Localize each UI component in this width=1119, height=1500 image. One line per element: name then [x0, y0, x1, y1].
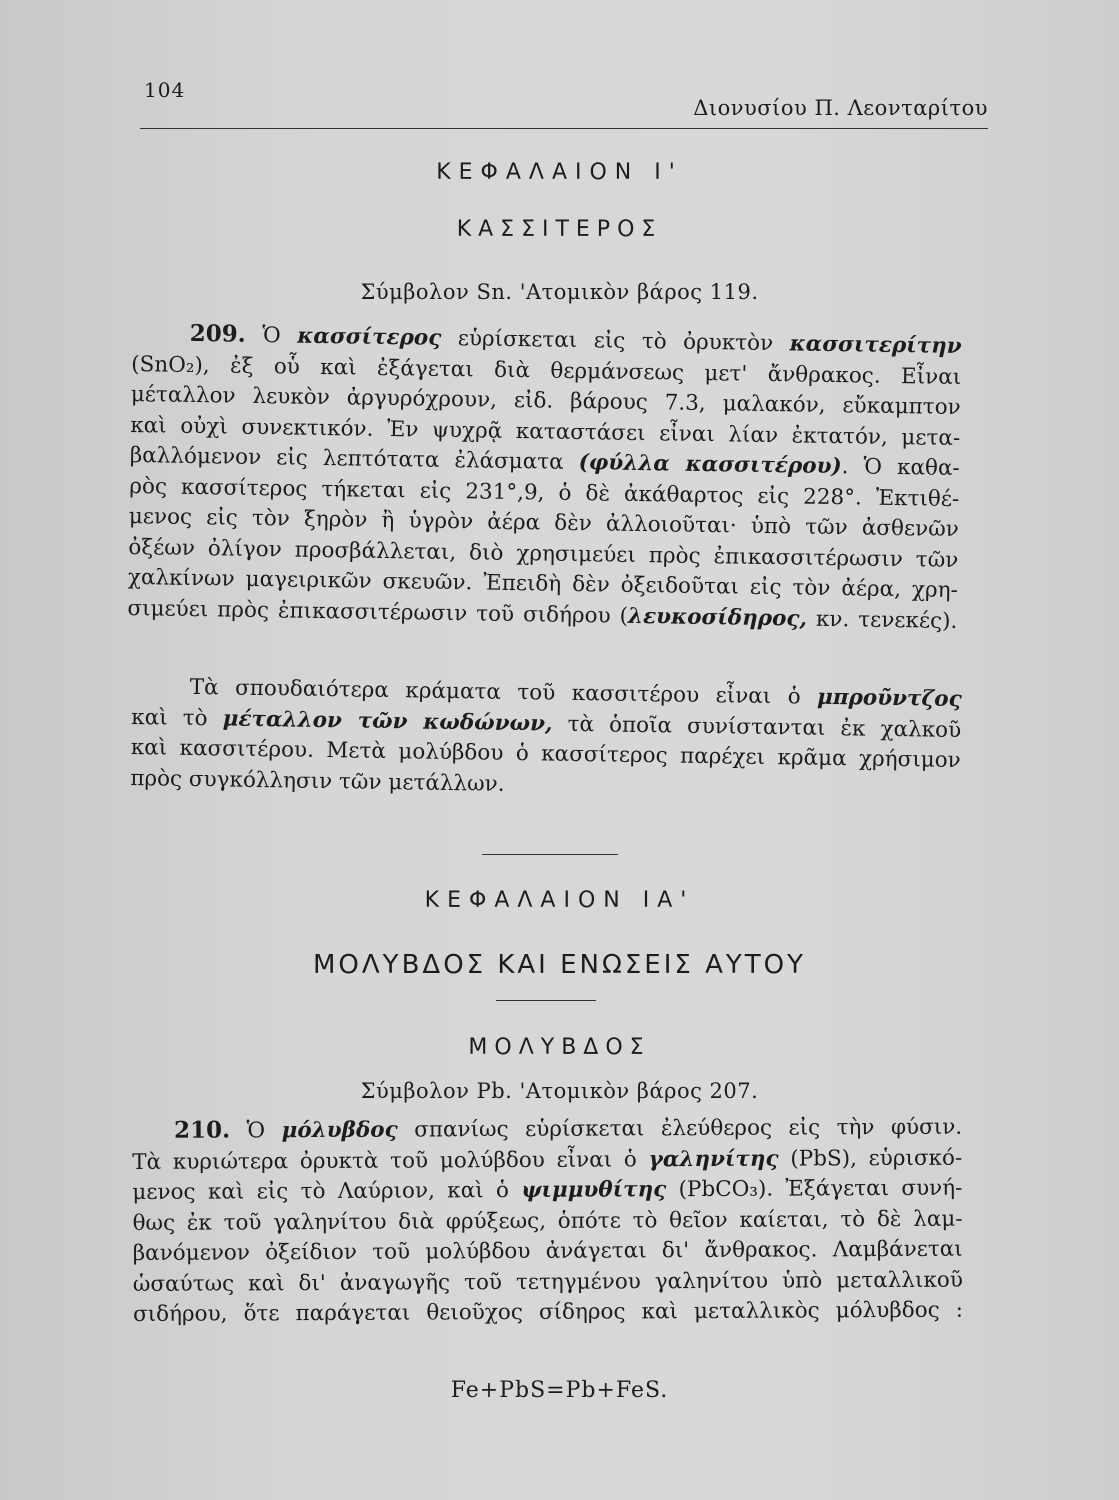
para-210-line-4: θως ἐκ τοῦ γαληνίτου διὰ φρύξεως, ὁπότε τὸ θεῖον καίεται, τὸ δὲ λαμ-: [132, 1206, 963, 1236]
term-galinitis: γαληνίτης: [648, 1146, 779, 1172]
chemical-equation: Fe+PbS=Pb+FeS.: [450, 1378, 669, 1403]
alloys-line-3: καὶ κασσιτέρου. Μετὰ μολύβδου ὁ κασσίτερος παρέχει κρᾶμα χρήσιμον: [130, 734, 961, 774]
term-brountzos: μπροῦντζος: [816, 684, 962, 713]
term-metallon-kodonon: μέταλλον τῶν κωδώνων,: [222, 705, 553, 737]
page-number: 104: [144, 78, 186, 102]
para-209-line-6: ρὸς κασσίτερος τήκεται εἰς 231°,9, ὁ δὲ ἀκάθαρτος εἰς 228°. Ἐκτιθέ-: [129, 473, 960, 512]
para-209-line-4: καὶ οὐχὶ συνεκτικόν. Ἐν ψυχρᾷ καταστάσει εἶναι λίαν ἐκτατόν, μετα-: [130, 412, 961, 451]
term-lefkosidiros: λευκοσίδηρος,: [627, 603, 808, 632]
alloys-line-2: καὶ τὸ μέταλλον τῶν κωδώνων, τὰ ὁποῖα συνίστανται ἐκ χαλκοῦ: [131, 704, 962, 743]
section-divider: [482, 854, 618, 855]
running-head: Διονυσίου Π. Λεονταρίτου: [693, 96, 988, 120]
paragraph-number: 209.: [189, 319, 247, 348]
para-210-line-5: βανόμενον ὀξείδιον τοῦ μολύβδου ἀνάγεται δι' ἄνθρακος. Λαμβάνεται: [132, 1236, 963, 1266]
heading-divider: [496, 1000, 596, 1001]
para-209-line-9: χαλκίνων μαγειρικῶν σκευῶν. Ἐπειδὴ δὲν ὀξειδοῦται εἰς τὸν ἀέρα, χρη-: [127, 564, 959, 604]
chapter-10-title: ΚΕΦΑΛΑΙΟΝ Ι': [436, 160, 683, 185]
tin-symbol-line: Σύμβολον Sn. 'Ατομικὸν βάρος 119.: [360, 280, 759, 304]
term-kassiteros: κασσίτερος: [297, 323, 442, 351]
term-psimmythitis: ψιμμυθίτης: [521, 1177, 667, 1203]
paragraph-209: [127, 318, 962, 637]
para-209-line-5: βαλλόμενον εἰς λεπτότατα ἐλάσματα (φύλλα κασσιτέρου). Ὁ καθα-: [129, 442, 960, 482]
header-rule: [140, 128, 988, 129]
para-209-line-2: (SnO₂), ἐξ οὗ καὶ ἐξάγεται διὰ θερμάνσεως μετ' ἄνθρακος. Εἶναι: [131, 351, 962, 390]
para-210-line-3: μενος καὶ εἰς τὸ Λαύριον, καὶ ὁ ψιμμυθίτης (PbCO₃). Ἐξάγεται συνή-: [132, 1175, 963, 1205]
term-kassiteritin: κασσιτερίτην: [789, 331, 962, 360]
term-molyvdos: μόλυβδος: [281, 1117, 398, 1144]
chapter-11-title: ΚΕΦΑΛΑΙΟΝ ΙΑ': [424, 888, 695, 913]
chapter-11-heading: ΜΟΛΥΒΔΟΣ ΚΑΙ ΕΝΩΣΕΙΣ ΑΥΤΟΥ: [313, 950, 806, 980]
para-209-line-8: ὀξέων ὀλίγον προσβάλλεται, διὸ χρησιμεύει πρὸς ἐπικασσιτέρωσιν τῶν: [128, 534, 959, 573]
paragraph-number-210: 210.: [174, 1116, 231, 1144]
para-210-line-2: Τὰ κυριώτερα ὀρυκτὰ τοῦ μολύβδου εἶναι ὁ γαληνίτης (PbS), εὑρισκό-: [132, 1145, 963, 1175]
section-title-lead: ΜΟΛΥΒΔΟΣ: [468, 1035, 651, 1060]
paragraph-alloys: [130, 672, 962, 807]
lead-symbol-line: Σύμβολον Pb. 'Ατομικὸν βάρος 207.: [360, 1079, 759, 1103]
para-210-line-7: σιδήρου, ὅτε παράγεται θειοῦχος σίδηρος καὶ μεταλλικὸς μόλυβδος :: [132, 1297, 964, 1327]
para-209-line-3: μέταλλον λευκὸν ἀργυρόχρουν, εἰδ. βάρους 7.3, μαλακόν, εὔκαμπτον: [130, 381, 961, 421]
para-209-line-10: σιμεύει πρὸς ἐπικασσιτέρωσιν τοῦ σιδήρου (λευκοσίδηρος, κν. τενεκές).: [127, 595, 958, 634]
paragraph-210: [132, 1112, 963, 1331]
alloys-line-1: Τὰ σπουδαιότερα κράματα τοῦ κασσιτέρου εἶναι ὁ μπροῦντζος: [189, 674, 962, 713]
term-fylla-kassiterou: (φύλλα κασσιτέρου): [578, 450, 842, 480]
para-210-line-1: 210. Ὁ μόλυβδος σπανίως εὑρίσκεται ἐλεύθερος εἰς τὴν φύσιν.: [174, 1114, 963, 1144]
para-209-line-1: 209. Ὁ κασσίτερος εὑρίσκεται εἰς τὸ ὀρυκτὸν κασσιτερίτην: [189, 319, 962, 360]
section-title-tin: ΚΑΣΣΙΤΕΡΟΣ: [456, 217, 663, 242]
alloys-line-4: πρὸς συγκόλλησιν τῶν μετάλλων.: [130, 765, 505, 797]
para-209-line-7: μενος εἰς τὸν ξηρὸν ἢ ὑγρὸν ἀέρα δὲν ἀλλοιοῦται· ὑπὸ τῶν ἀσθενῶν: [128, 503, 959, 543]
page-header: [140, 74, 988, 130]
para-210-line-6: ὡσαύτως καὶ δι' ἀναγωγῆς τοῦ τετηγμένου γαληνίτου ὑπὸ μεταλλικοῦ: [132, 1267, 963, 1297]
